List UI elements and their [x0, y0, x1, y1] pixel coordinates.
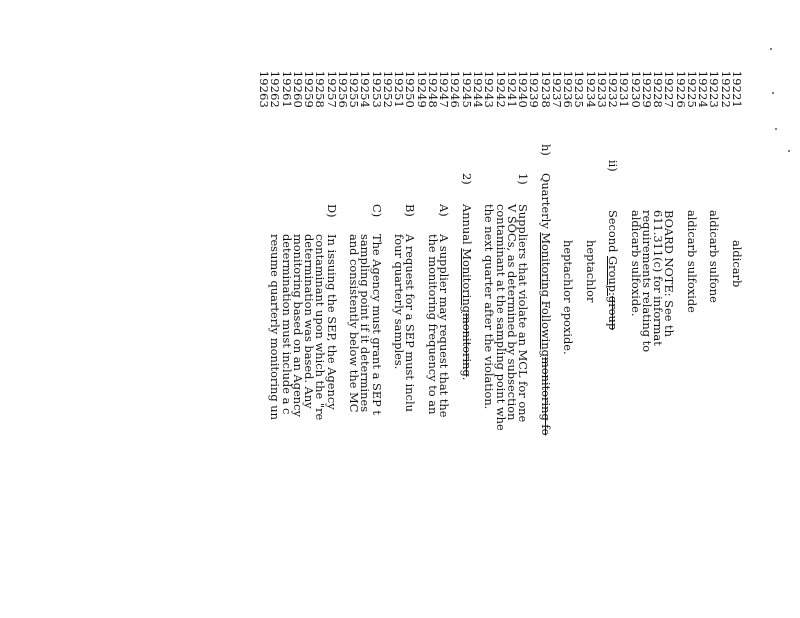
- section-label: D): [324, 204, 339, 218]
- line-number: 19263: [257, 70, 272, 108]
- text-run: aldicarb sulfoxide: [684, 210, 699, 313]
- line-number: 19239: [527, 70, 542, 108]
- text-run: In issuing the SEP, the Agency: [324, 234, 339, 410]
- text-run: contaminant at the sampling point whe: [493, 204, 508, 431]
- document-line: [540, 0, 551, 618]
- line-number: 19246: [448, 70, 463, 108]
- document-line: [257, 0, 272, 618]
- text-run: A supplier may request that the: [437, 234, 452, 418]
- line-number: 19228: [651, 70, 666, 108]
- line-number: 19252: [380, 70, 395, 108]
- line-text: [686, 210, 697, 618]
- text-run: monitoring based on an Agency: [290, 234, 305, 417]
- line-number: 19260: [290, 70, 305, 108]
- text-run: determination was based. Any: [302, 234, 317, 409]
- text-run: aldicarb: [730, 240, 744, 288]
- line-number: 19223: [707, 70, 722, 108]
- line-text: [707, 210, 722, 618]
- line-text: [731, 240, 742, 618]
- line-number: 19262: [268, 70, 283, 108]
- text-run: heptachlor epoxide.: [561, 240, 576, 355]
- line-number: 19226: [673, 70, 688, 108]
- text-run: Second: [606, 210, 621, 257]
- document-line: [707, 0, 722, 618]
- text-run: resume quarterly monitoring un: [268, 234, 283, 420]
- text-run: the next quarter after the violation.: [482, 204, 497, 410]
- text-run: 611.311(c) for informat: [651, 210, 666, 346]
- scan-speck: [770, 48, 772, 50]
- line-text: [540, 173, 551, 618]
- line-number: 19255: [347, 70, 362, 108]
- line-number: 19238: [538, 70, 553, 108]
- section-label: ii): [606, 160, 621, 172]
- text-run: Suppliers that violate an MCL for one: [516, 204, 531, 423]
- text-run: .: [459, 376, 474, 381]
- line-number: 19244: [471, 70, 486, 108]
- line-number: 19257: [324, 70, 339, 108]
- line-text: [630, 210, 641, 618]
- section-label: B): [403, 204, 418, 217]
- line-number: 19249: [414, 70, 429, 108]
- line-text: [482, 204, 497, 618]
- text-run: contaminant upon which the "re: [313, 234, 328, 421]
- line-number: 19221: [730, 70, 744, 108]
- struck-text: group: [606, 295, 621, 331]
- text-run: sampling point if it determines: [358, 234, 373, 413]
- line-number: 19251: [392, 70, 407, 108]
- line-text: [606, 210, 621, 618]
- line-number: 19227: [662, 70, 677, 108]
- line-text: [561, 240, 576, 618]
- underlined-text: Group:: [606, 256, 621, 296]
- line-number: 19261: [279, 70, 294, 108]
- text-run: the monitoring frequency to an: [425, 234, 440, 415]
- text-run: Quarterly: [538, 173, 553, 233]
- text-run: V SOCs, as determined by subsection: [504, 204, 519, 421]
- text-run: determination must include a c: [279, 234, 294, 415]
- line-number: 19229: [639, 70, 654, 108]
- line-number: 19231: [617, 70, 632, 108]
- line-number: 19225: [684, 70, 699, 108]
- line-number: 19241: [504, 70, 519, 108]
- text-run: heptachlor: [583, 240, 598, 303]
- line-number: 19242: [493, 70, 508, 108]
- text-run: Annual: [459, 204, 474, 249]
- underlined-text: Monitoring Following: [538, 232, 553, 357]
- text-run: BOARD NOTE: See th: [662, 210, 677, 337]
- text-run: A request for a SEP must inclu: [403, 234, 418, 412]
- line-number: 19250: [403, 70, 418, 108]
- line-number: 19245: [459, 70, 474, 108]
- line-number: 19224: [696, 70, 711, 108]
- scan-speck: [788, 150, 790, 152]
- section-label: C): [369, 204, 384, 218]
- line-number: 19230: [628, 70, 643, 108]
- line-number: 19247: [437, 70, 452, 108]
- text-run: aldicarb sulfoxide.: [628, 210, 643, 317]
- text-run: four quarterly samples.: [392, 234, 407, 370]
- line-number: 19243: [482, 70, 497, 108]
- document-line: [585, 0, 596, 618]
- section-label: 2): [459, 173, 474, 185]
- struck-text: monitoring fo: [538, 356, 553, 436]
- line-text: [347, 234, 362, 618]
- section-label: A): [437, 204, 452, 217]
- line-text: [585, 240, 596, 618]
- line-number: 19240: [516, 70, 531, 108]
- line-number: 19236: [561, 70, 576, 108]
- scan-speck: [772, 92, 774, 94]
- underlined-text: Monitoring: [459, 248, 474, 313]
- line-number: 19234: [583, 70, 598, 108]
- line-number: 19248: [425, 70, 440, 108]
- text-run: The Agency must grant a SEP t: [369, 234, 384, 415]
- line-number: 19235: [572, 70, 587, 108]
- document-line: [720, 0, 731, 618]
- line-number: 19233: [594, 70, 609, 108]
- line-text: [268, 234, 283, 618]
- text-run: and consistently below the MC: [347, 234, 362, 413]
- line-number: 19222: [718, 70, 733, 108]
- line-text: [392, 234, 407, 618]
- text-run: requirements relating to: [639, 210, 654, 353]
- line-number: 19258: [313, 70, 328, 108]
- section-label: h): [538, 144, 553, 156]
- document-line: [461, 0, 472, 618]
- struck-text: monitoring: [459, 312, 474, 377]
- section-label: 1): [516, 173, 531, 185]
- line-text: [427, 234, 438, 618]
- line-number: 19232: [606, 70, 621, 108]
- text-run: aldicarb sulfone: [707, 210, 722, 303]
- scan-speck: [775, 128, 777, 130]
- document-line: [630, 0, 641, 618]
- line-number: 19254: [358, 70, 373, 108]
- line-text: [461, 204, 472, 618]
- line-number: 19237: [549, 70, 564, 108]
- line-number: 19256: [335, 70, 350, 108]
- line-number: 19259: [302, 70, 317, 108]
- line-number: 19253: [369, 70, 384, 108]
